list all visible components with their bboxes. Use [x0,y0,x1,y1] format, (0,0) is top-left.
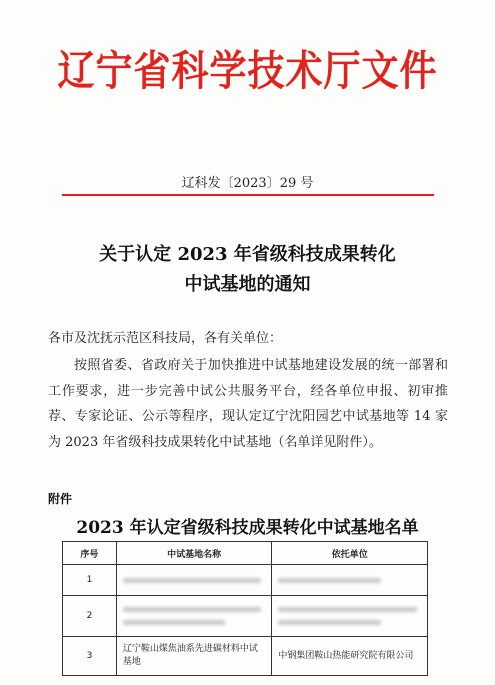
redacted-text [123,616,266,629]
issuer-header: 辽宁省科学技术厅文件 [57,46,438,95]
host-org-text: 中钢集团鞍山热能研究院有限公司 [278,650,414,661]
redacted-text [123,574,266,587]
attachment-label: 附件 [48,492,73,506]
table-row [63,637,428,676]
row-number: 3 [63,637,117,676]
base-name-cell [116,596,272,637]
base-name-cell [116,565,272,596]
document-number: 辽科发〔2023〕29 号 [181,176,314,191]
table-row [63,565,428,596]
host-org-cell [272,565,428,596]
header-number: 序号 [63,542,117,565]
pilot-base-table [62,541,428,676]
document-title [0,240,495,300]
row-number: 2 [63,596,117,637]
red-separator-line [62,194,434,196]
header-host-org: 依托单位 [272,542,428,565]
row-number: 1 [63,565,117,596]
host-org-cell [272,596,428,637]
redacted-text [278,574,421,587]
redacted-text [123,603,266,616]
base-name-text: 辽宁鞍山煤焦油系先进碳材料中试基地 [122,644,258,667]
redacted-text [278,616,421,629]
host-org-cell [272,637,428,676]
attachment-title: 2023 年认定省级科技成果转化中试基地名单 [76,518,419,538]
title-line-1: 关于认定 2023 年省级科技成果转化 [99,244,396,265]
body-paragraph: 按照省委、省政府关于加快推进中试基地建设发展的统一部署和工作要求，进一步完善中试公共服务平台，经各单位申报、初审推荐、专家论证、公示等程序，现认定辽宁沈阳园艺中试基地等 14 家为 2023 年省级科技成果转化中试基地（名单详见附件）。 [48,358,448,450]
header-base-name: 中试基地名称 [116,542,272,565]
title-line-2: 中试基地的通知 [184,274,311,295]
base-name-cell [116,637,272,676]
salutation: 各市及沈抚示范区科技局，各有关单位： [48,331,283,346]
table-row [63,596,428,637]
redacted-text [278,603,421,616]
table-header-row [63,542,428,565]
